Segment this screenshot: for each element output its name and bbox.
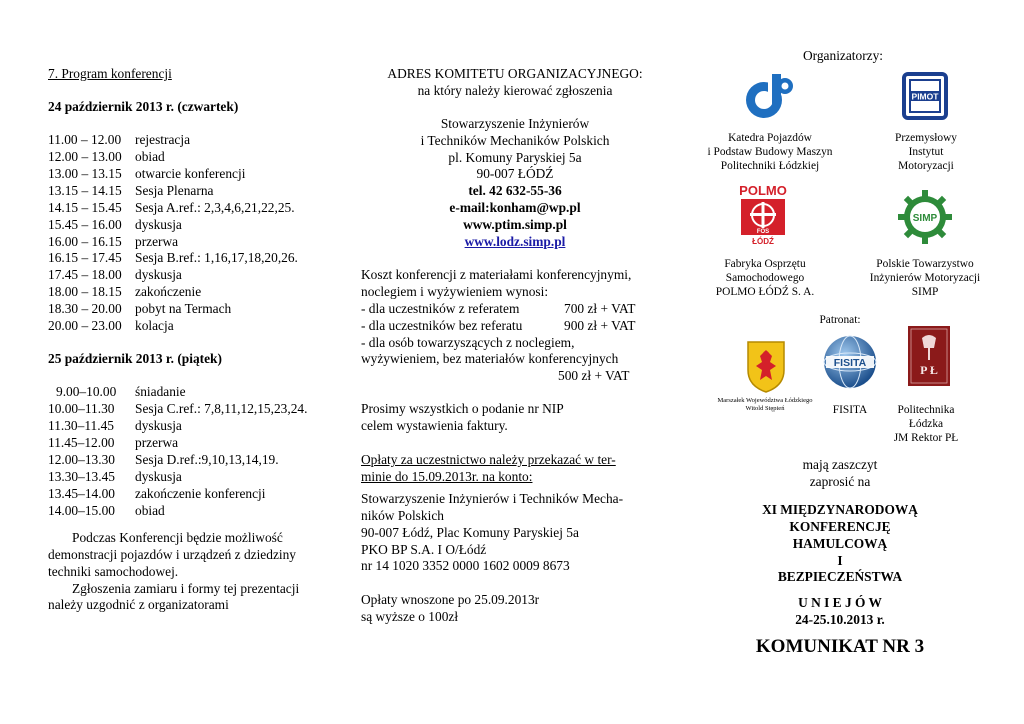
- cost-item-label: - dla uczestników bez referatu: [361, 318, 523, 333]
- address-line: pl. Komuny Paryskiej 5a: [448, 150, 582, 165]
- komunikat-heading: KOMUNIKAT NR 3: [755, 636, 925, 657]
- schedule-event: śniadanie: [135, 384, 186, 399]
- schedule-event: pobyt na Termach: [135, 301, 232, 316]
- schedule-time: 10.00–11.30: [48, 401, 115, 416]
- katedra-pojazdow-logo: [742, 72, 794, 120]
- org-caption-line: Fabryka Osprzętu: [724, 258, 806, 270]
- org-caption-line: Politechniki Łódzkiej: [720, 160, 820, 172]
- politechnika-lodzka-logo: [908, 326, 950, 386]
- schedule-time: 14.00–15.00: [48, 503, 115, 518]
- note-line: demonstracji pojazdów i urządzeń z dziedziny: [48, 547, 296, 562]
- schedule-event: otwarcie konferencji: [135, 166, 246, 181]
- lodzkie-coat-of-arms: [746, 340, 786, 394]
- schedule-time: 16.15 – 17.45: [48, 250, 122, 265]
- website-lodz-link[interactable]: www.lodz.simp.pl: [464, 234, 566, 249]
- schedule-time: 14.15 – 15.45: [48, 200, 122, 215]
- schedule-time: 12.00–13.30: [48, 452, 115, 467]
- address-column: [355, 0, 675, 724]
- schedule-event: Sesja Plenarna: [135, 183, 214, 198]
- conference-dates: 24-25.10.2013 r.: [795, 612, 885, 627]
- simp-logo-text: SIMP: [912, 213, 938, 224]
- schedule-event: zakończenie: [135, 284, 202, 299]
- cost-line: Koszt konferencji z materiałami konferencyjnymi,: [361, 267, 632, 282]
- pl-caption-line: Łódzka: [908, 418, 944, 430]
- schedule-event: Sesja A.ref.: 2,3,4,6,21,22,25.: [135, 200, 295, 215]
- schedule-time: 9.00–10.00: [56, 384, 117, 399]
- bank-line: Stowarzyszenie Inżynierów i Techników Mecha-: [361, 491, 624, 506]
- schedule-event: przerwa: [135, 234, 179, 249]
- pl-caption-line: Politechnika: [897, 404, 955, 416]
- schedule-event: rejestracja: [135, 132, 191, 147]
- polmo-logo-mid: FOS: [756, 229, 770, 235]
- website-ptim: www.ptim.simp.pl: [463, 217, 567, 232]
- conference-title-line: I: [837, 553, 843, 568]
- org-caption-line: SIMP: [911, 286, 939, 298]
- schedule-event: Sesja B.ref.: 1,16,17,18,20,26.: [135, 250, 298, 265]
- conference-title-line: BEZPIECZEŃSTWA: [777, 569, 903, 584]
- schedule-time: 16.00 – 16.15: [48, 234, 122, 249]
- org-caption-line: Polskie Towarzystwo: [876, 258, 974, 270]
- schedule-time: 13.15 – 14.15: [48, 183, 122, 198]
- program-column: [0, 0, 340, 724]
- schedule-time: 13.30–13.45: [48, 469, 115, 484]
- schedule-time: 11.30–11.45: [48, 418, 114, 433]
- polmo-logo-bottom: ŁÓDŹ: [752, 237, 774, 246]
- cost-item-price: 700 zł + VAT: [564, 301, 636, 316]
- cost-item-price: 900 zł + VAT: [564, 318, 636, 333]
- pl-caption-line: JM Rektor PŁ: [893, 432, 959, 444]
- schedule-time: 20.00 – 23.00: [48, 318, 122, 333]
- schedule-event: zakończenie konferencji: [135, 486, 266, 501]
- marshal-caption-line: Marszałek Województwa Łódzkiego: [717, 397, 813, 404]
- org-caption-line: Inżynierów Motoryzacji: [869, 272, 981, 284]
- org-caption-line: i Podstaw Budowy Maszyn: [707, 146, 833, 158]
- schedule-event: obiad: [135, 503, 165, 518]
- note-line: należy uzgodnić z organizatorami: [48, 597, 229, 612]
- schedule-time: 18.00 – 18.15: [48, 284, 122, 299]
- fisita-logo: [822, 334, 878, 390]
- day2-title: 25 październik 2013 r. (piątek): [48, 351, 222, 366]
- bank-line: PKO BP S.A. I O/Łódź: [361, 542, 487, 557]
- schedule-event: dyskusja: [135, 469, 182, 484]
- note-line: Zgłoszenia zamiaru i formy tej prezentacji: [72, 581, 300, 596]
- conference-title-line: HAMULCOWĄ: [792, 536, 888, 551]
- invite-line: mają zaszczyt: [802, 457, 878, 472]
- schedule-time: 13.45–14.00: [48, 486, 115, 501]
- schedule-event: dyskusja: [135, 267, 182, 282]
- fisita-logo-text: FISITA: [833, 357, 867, 369]
- schedule-event: obiad: [135, 149, 165, 164]
- address-line: i Techników Mechaników Polskich: [420, 133, 610, 148]
- cover-column: [690, 0, 1024, 724]
- payment-line: minie do 15.09.2013r. na konto:: [361, 469, 533, 484]
- pimot-logo-text: PIMOT: [911, 91, 939, 102]
- late-fee-line: są wyższe o 100zł: [361, 609, 459, 624]
- org-caption-line: POLMO ŁÓDŹ S. A.: [715, 286, 815, 298]
- pl-logo-text: P Ł: [920, 363, 938, 377]
- patronage-label: Patronat:: [819, 314, 861, 326]
- schedule-time: 18.30 – 20.00: [48, 301, 122, 316]
- program-section-title: 7. Program konferencji: [48, 66, 172, 81]
- schedule-event: Sesja C.ref.: 7,8,11,12,15,23,24.: [135, 401, 308, 416]
- email-address: e-mail:konham@wp.pl: [449, 200, 581, 215]
- org-caption-line: Katedra Pojazdów: [728, 132, 812, 144]
- schedule-time: 17.45 – 18.00: [48, 267, 122, 282]
- schedule-time: 12.00 – 13.00: [48, 149, 122, 164]
- nip-line: Prosimy wszystkich o podanie nr NIP: [361, 401, 564, 416]
- organizers-label: Organizatorzy:: [802, 48, 884, 63]
- org-caption-line: Samochodowego: [725, 272, 805, 284]
- bank-account-number: nr 14 1020 3352 0000 1602 0009 8673: [361, 558, 570, 573]
- cost-item-label: - dla uczestników z referatem: [361, 301, 520, 316]
- note-line: techniki samochodowej.: [48, 564, 179, 579]
- marshal-caption-line: Witold Stępień: [745, 405, 785, 412]
- late-fee-line: Opłaty wnoszone po 25.09.2013r: [361, 592, 540, 607]
- org-caption-line: Przemysłowy: [894, 132, 957, 144]
- cost-line: noclegiem i wyżywieniem wynosi:: [361, 284, 549, 299]
- polmo-logo: [736, 182, 790, 246]
- schedule-event: Sesja D.ref.:9,10,13,14,19.: [135, 452, 279, 467]
- conference-title-line: KONFERENCJĘ: [789, 519, 891, 534]
- polmo-logo-top: POLMO: [739, 183, 787, 198]
- conference-place: U N I E J Ó W: [798, 595, 882, 610]
- schedule-time: 13.00 – 13.15: [48, 166, 122, 181]
- org-caption-line: Motoryzacji: [898, 160, 954, 172]
- schedule-time: 15.45 – 16.00: [48, 217, 122, 232]
- payment-line: Opłaty za uczestnictwo należy przekazać w ter-: [361, 452, 616, 467]
- invite-line: zaprosić na: [809, 474, 871, 489]
- bank-line: ników Polskich: [361, 508, 444, 523]
- bank-line: 90-007 Łódź, Plac Komuny Paryskiej 5a: [361, 525, 579, 540]
- address-title: ADRES KOMITETU ORGANIZACYJNEGO:: [387, 66, 643, 81]
- schedule-event: kolacja: [135, 318, 174, 333]
- conference-title-line: XI MIĘDZYNARODOWĄ: [762, 502, 918, 517]
- address-line: Stowarzyszenie Inżynierów: [440, 116, 590, 131]
- companion-line: wyżywieniem, bez materiałów konferencyjnych: [361, 351, 619, 366]
- schedule-event: dyskusja: [135, 217, 182, 232]
- schedule-time: 11.00 – 12.00: [48, 132, 122, 147]
- nip-line: celem wystawienia faktury.: [361, 418, 508, 433]
- schedule-event: przerwa: [135, 435, 179, 450]
- companion-line: - dla osób towarzyszących z noclegiem,: [361, 335, 575, 350]
- note-line: Podczas Konferencji będzie możliwość: [72, 530, 283, 545]
- companion-price: 500 zł + VAT: [558, 368, 630, 383]
- pimot-logo: [902, 72, 948, 120]
- day1-title: 24 październik 2013 r. (czwartek): [48, 99, 239, 114]
- schedule-event: dyskusja: [135, 418, 182, 433]
- simp-logo: [898, 190, 952, 244]
- address-line: 90-007 ŁÓDŹ: [476, 166, 554, 181]
- fisita-label: FISITA: [832, 404, 868, 416]
- address-subtitle: na który należy kierować zgłoszenia: [417, 83, 613, 98]
- phone-number: tel. 42 632-55-36: [468, 183, 562, 198]
- org-caption-line: Instytut: [908, 146, 944, 158]
- schedule-time: 11.45–12.00: [48, 435, 115, 450]
